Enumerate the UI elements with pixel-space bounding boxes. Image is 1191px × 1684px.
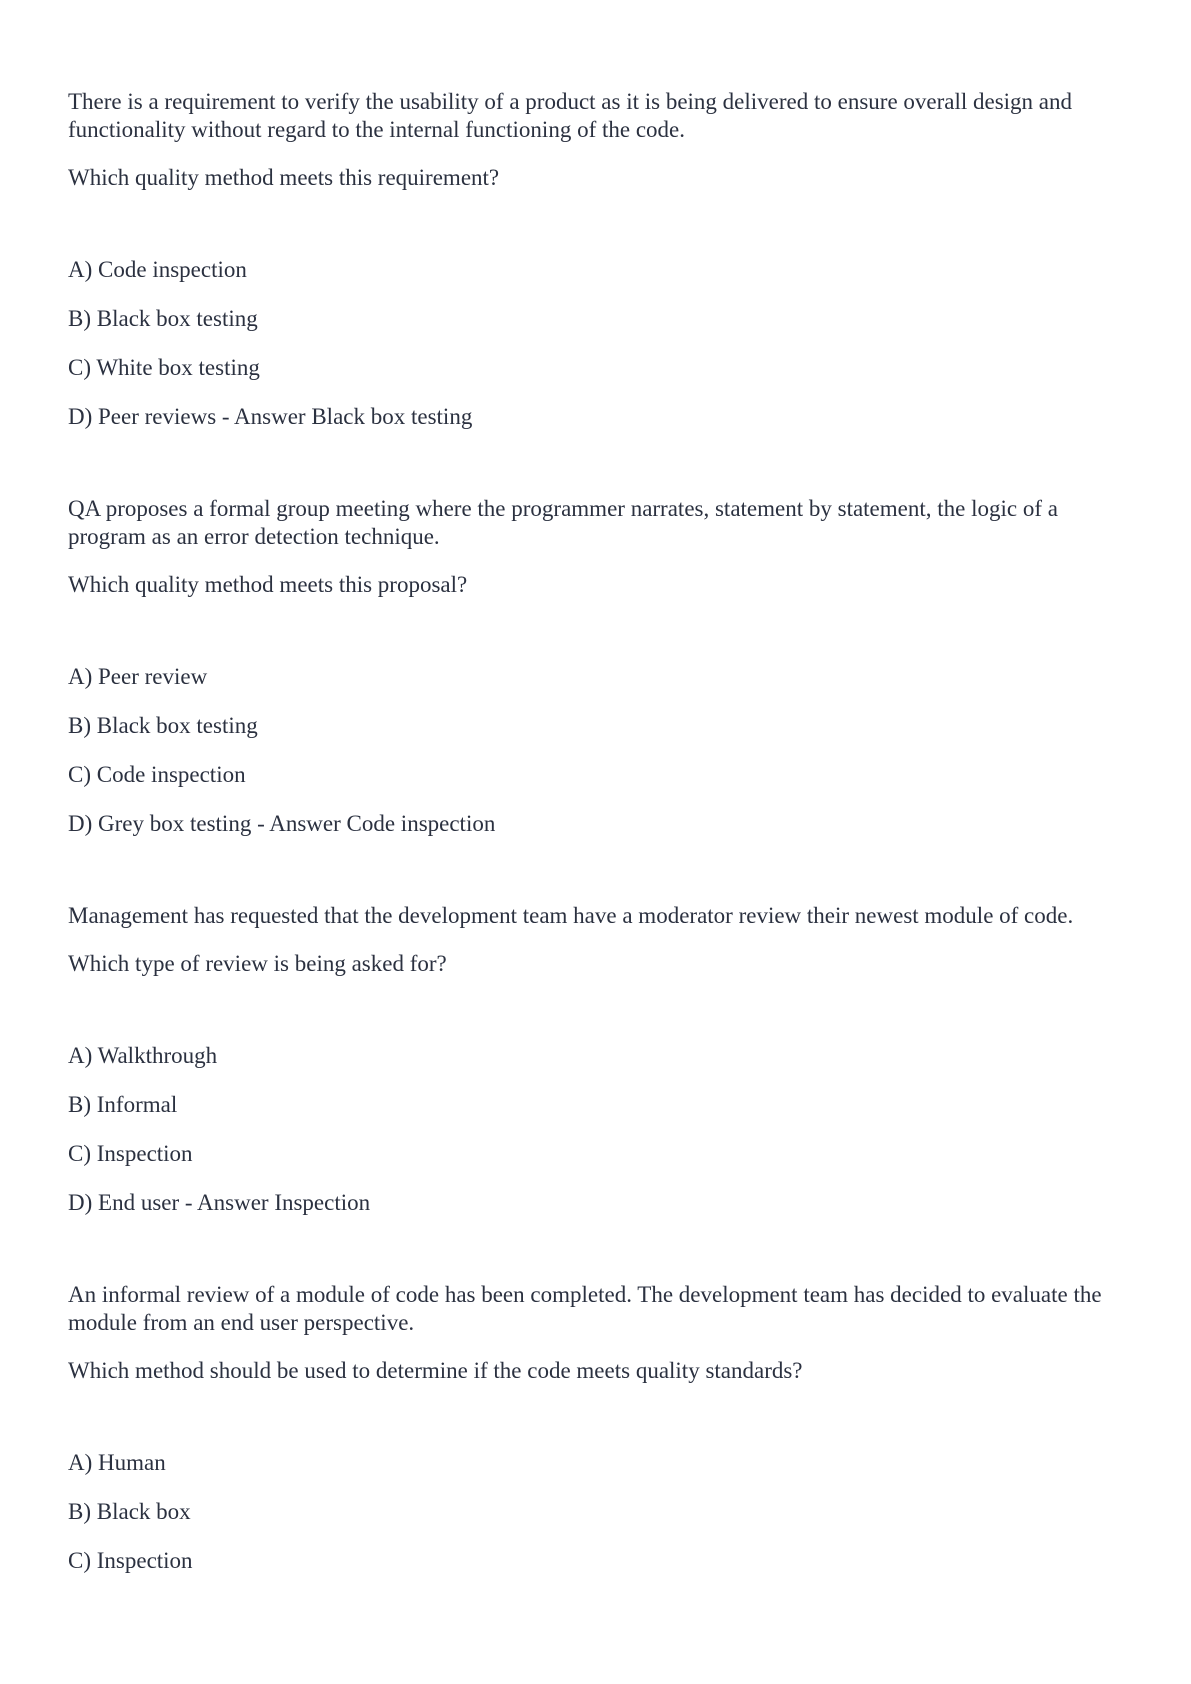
question-prompt: Which quality method meets this requirement? [68, 165, 500, 190]
answer-option: B) Informal [68, 1092, 178, 1117]
question-prompt: Which quality method meets this proposal? [68, 572, 468, 597]
answer-option-with-answer: D) End user - Answer Inspection [68, 1190, 371, 1215]
answer-option: B) Black box testing [68, 306, 258, 331]
answer-option: A) Human [68, 1450, 166, 1475]
question-1 [68, 88, 1128, 431]
answer-option: A) Walkthrough [68, 1043, 218, 1068]
question-text: QA proposes a formal group meeting where the programmer narrates, statement by statement, the logic of a program as an error detection technique. [68, 496, 1058, 549]
document-page [68, 88, 1128, 1596]
question-prompt: Which method should be used to determine if the code meets quality standards? [68, 1358, 803, 1383]
question-3 [68, 902, 1128, 1217]
question-4 [68, 1281, 1128, 1575]
answer-option: A) Peer review [68, 664, 208, 689]
question-prompt: Which type of review is being asked for? [68, 951, 447, 976]
question-text: Management has requested that the development team have a moderator review their newest module of code. [68, 903, 1074, 928]
answer-option-with-answer: D) Grey box testing - Answer Code inspection [68, 811, 496, 836]
answer-option: B) Black box testing [68, 713, 258, 738]
answer-option: C) Inspection [68, 1141, 193, 1166]
answer-option: C) Inspection [68, 1548, 193, 1573]
answer-option: C) White box testing [68, 355, 260, 380]
answer-option: A) Code inspection [68, 257, 247, 282]
answer-option: B) Black box [68, 1499, 191, 1524]
answer-option-with-answer: D) Peer reviews - Answer Black box testing [68, 404, 473, 429]
question-2 [68, 495, 1128, 838]
question-text: There is a requirement to verify the usability of a product as it is being delivered to ensure overall design and functionality without regard to the internal functioning of the code. [68, 89, 1073, 142]
question-text: An informal review of a module of code has been completed. The development team has decided to evaluate the module from an end user perspective. [68, 1282, 1102, 1335]
answer-option: C) Code inspection [68, 762, 246, 787]
